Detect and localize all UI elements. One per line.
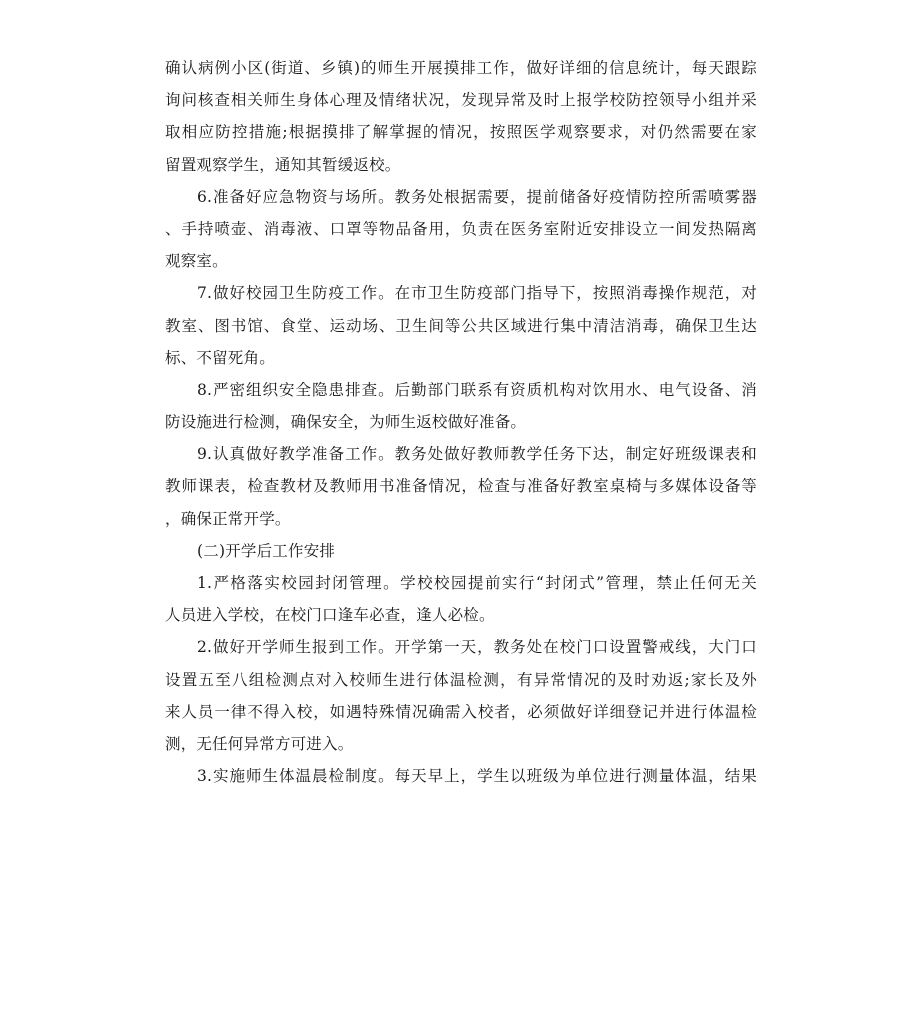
text-line: 设置五至八组检测点对入校师生进行体温检测，有异常情况的及时劝返;家长及外 (165, 670, 757, 689)
text-line: 教师课表，检查教材及教师用书准备情况，检查与准备好教室桌椅与多媒体设备等 (165, 477, 757, 496)
text-line: 标、不留死角。 (165, 348, 275, 367)
text-line: 确认病例小区(街道、乡镇)的师生开展摸排工作，做好详细的信息统计，每天跟踪 (165, 59, 757, 77)
text-line: 7.做好校园卫生防疫工作。在市卫生防疫部门指导下，按照消毒操作规范，对 (197, 284, 757, 303)
text-line: 3.实施师生体温晨检制度。每天早上，学生以班级为单位进行测量体温，结果 (197, 767, 757, 786)
text-line: 测，无任何异常方可进入。 (165, 734, 354, 753)
text-line: 取相应防控措施;根据摸排了解掌握的情况，按照医学观察要求，对仍然需要在家 (165, 123, 757, 142)
text-line: 来人员一律不得入校，如遇特殊情况确需入校者，必须做好详细登记并进行体温检 (165, 702, 757, 721)
text-line: 人员进入学校，在校门口逢车必查，逢人必检。 (165, 606, 495, 625)
text-line: 2.做好开学师生报到工作。开学第一天，教务处在校门口设置警戒线，大门口 (197, 638, 757, 657)
text-line: 6.准备好应急物资与场所。教务处根据需要，提前储备好疫情防控所需喷雾器 (197, 187, 757, 206)
text-line: 9.认真做好教学准备工作。教务处做好教师教学任务下达，制定好班级课表和 (197, 445, 757, 464)
text-line: 询问核查相关师生身体心理及情绪状况，发现异常及时上报学校防控领导小组并采 (165, 91, 757, 110)
text-line: 观察室。 (165, 252, 228, 271)
text-line: 留置观察学生，通知其暂缓返校。 (165, 155, 401, 174)
text-line: ，确保正常开学。 (165, 509, 291, 528)
document-body (165, 52, 757, 792)
text-line: 防设施进行检测，确保安全，为师生返校做好准备。 (165, 413, 527, 432)
text-line: 8.严密组织安全隐患排查。后勤部门联系有资质机构对饮用水、电气设备、消 (197, 380, 757, 399)
text-line: 、手持喷壶、消毒液、口罩等物品备用，负责在医务室附近安排设立一间发热隔离 (165, 219, 757, 238)
text-line: 1.严格落实校园封闭管理。学校校园提前实行“封闭式”管理，禁止任何无关 (197, 574, 757, 592)
text-line: (二)开学后工作安排 (197, 541, 336, 560)
text-line: 教室、图书馆、食堂、运动场、卫生间等公共区域进行集中清洁消毒，确保卫生达 (165, 316, 757, 335)
